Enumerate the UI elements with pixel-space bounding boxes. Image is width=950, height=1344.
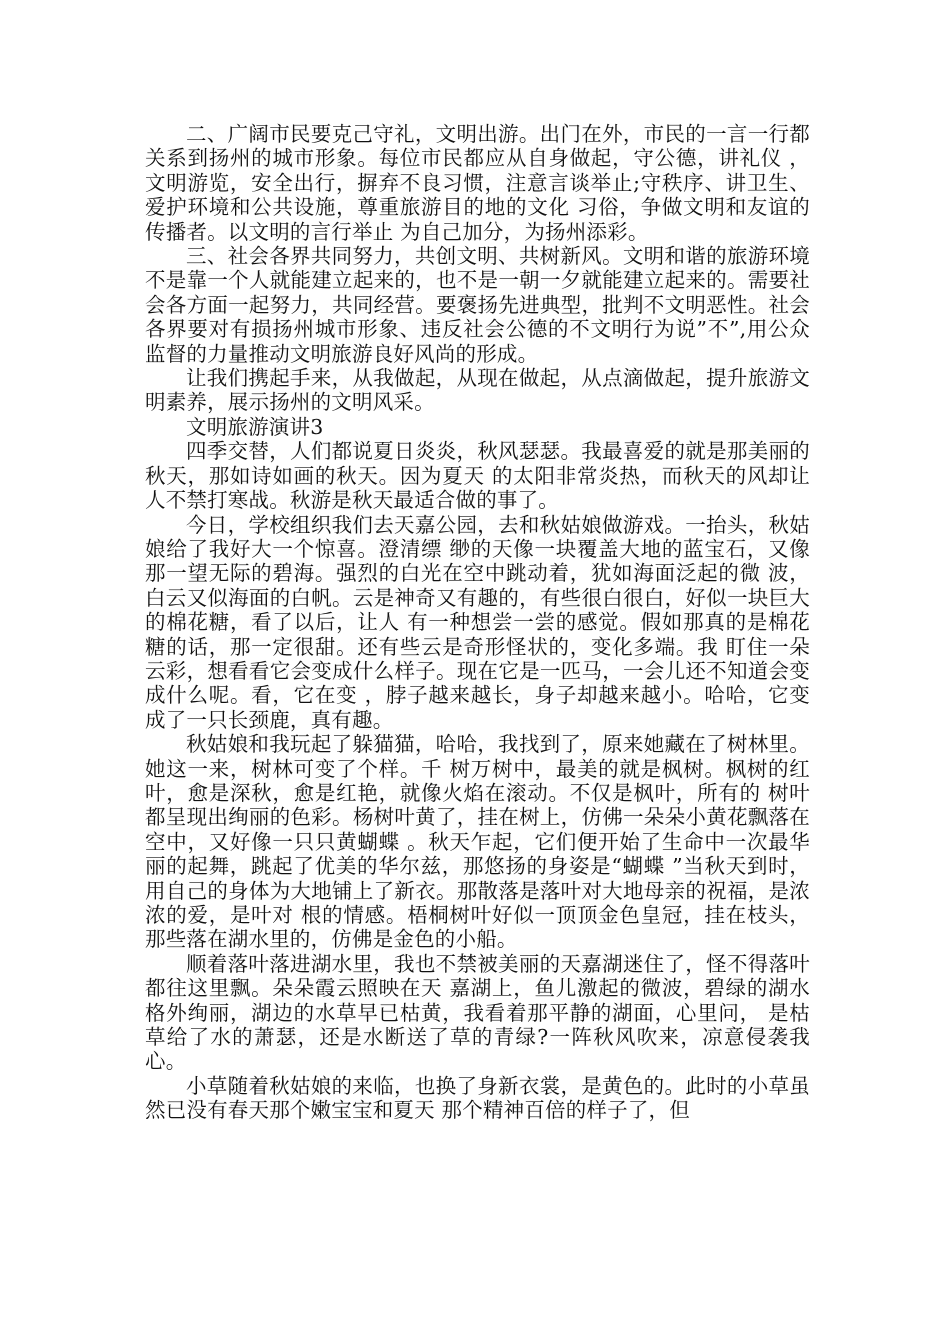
paragraph-2: 三、社会各界共同努力，共创文明、共树新风。文明和谐的旅游环境不是靠一个人就能建立起来的，也不是一朝一夕就能建立起来的。需要社会各方面一起努力，共同经营。要褒扬先进典型，批判不文明恶性。社会各界要对有损扬州城市形象、违反社会公德的不文明行为说”不”,用公众监督的力量推动文明旅游良好风尚的形成。 — [145, 244, 810, 366]
paragraph-5: 今日，学校组织我们去天嘉公园，去和秋姑娘做游戏。一抬头，秋姑娘给了我好大一个惊喜。澄清缥 缈的天像一块覆盖大地的蓝宝石，又像那一望无际的碧海。强烈的白光在空中跳动着，犹如海面泛起的微 波，白云又似海面的白帆。云是神奇又有趣的，有些很白很白，好似一块巨大的棉花糖，看了以后，让人 有一种想尝一尝的感觉。假如那真的是棉花糖的话，那一定很甜。还有些云是奇形怪状的，变化多端。我 盯住一朵云彩，想看看它会变成什么样子。现在它是一匹马，一会儿还不知道会变成什么呢。看，它在变 ，脖子越来越长，身子却越来越小。哈哈，它变成了一只长颈鹿，真有趣。 — [145, 512, 810, 732]
paragraph-1: 二、广阔市民要克己守礼，文明出游。出门在外，市民的一言一行都关系到扬州的城市形象。每位市民都应从自身做起，守公德，讲礼仪 ，文明游览，安全出行，摒弃不良习惯，注意言谈举止;守秩序、讲卫生、爱护环境和公共设施，尊重旅游目的地的文化 习俗，争做文明和友谊的传播者。以文明的言行举止 为自己加分，为扬州添彩。 — [145, 122, 810, 244]
paragraph-4: 四季交替，人们都说夏日炎炎，秋风瑟瑟。我最喜爱的就是那美丽的秋天，那如诗如画的秋天。因为夏天 的太阳非常炎热，而秋天的风却让人不禁打寒战。秋游是秋天最适合做的事了。 — [145, 439, 810, 513]
paragraph-6: 秋姑娘和我玩起了躲猫猫，哈哈，我找到了，原来她藏在了树林里。她这一来，树林可变了个样。千 树万树中，最美的就是枫树。枫树的红叶，愈是深秋，愈是红艳，就像火焰在滚动。不仅是枫叶，所有的 树叶都呈现出绚丽的色彩。杨树叶黄了，挂在树上，仿佛一朵朵小黄花飘落在空中，又好像一只只黄蝴蝶 。秋天乍起，它们便开始了生命中一次最华丽的起舞，跳起了优美的华尔兹，那悠扬的身姿是“蝴蝶 ”当秋天到时，用自己的身体为大地铺上了新衣。那散落是落叶对大地母亲的祝福，是浓浓的爱，是叶对 根的情感。梧桐树叶好似一顶顶金色皇冠，挂在枝头，那些落在湖水里的，仿佛是金色的小船。 — [145, 732, 810, 952]
paragraph-3: 让我们携起手来，从我做起，从现在做起，从点滴做起，提升旅游文明素养，展示扬州的文明风采。 — [145, 366, 810, 415]
paragraph-8: 小草随着秋姑娘的来临，也换了身新衣裳，是黄色的。此时的小草虽然已没有春天那个嫩宝宝和夏天 那个精神百倍的样子了，但 — [145, 1073, 810, 1123]
paragraph-7: 顺着落叶落进湖水里，我也不禁被美丽的天嘉湖迷住了，怪不得落叶都往这里飘。朵朵霞云照映在天 嘉湖上，鱼儿激起的微波，碧绿的湖水格外绚丽，湖边的水草早已枯黄，我看着那平静的湖面，心里问， 是枯草给了水的萧瑟，还是水断送了草的青绿?一阵秋风吹来，凉意侵袭我心。 — [145, 951, 810, 1074]
section-heading: 文明旅游演讲3 — [186, 414, 324, 439]
document-body — [145, 122, 810, 1123]
